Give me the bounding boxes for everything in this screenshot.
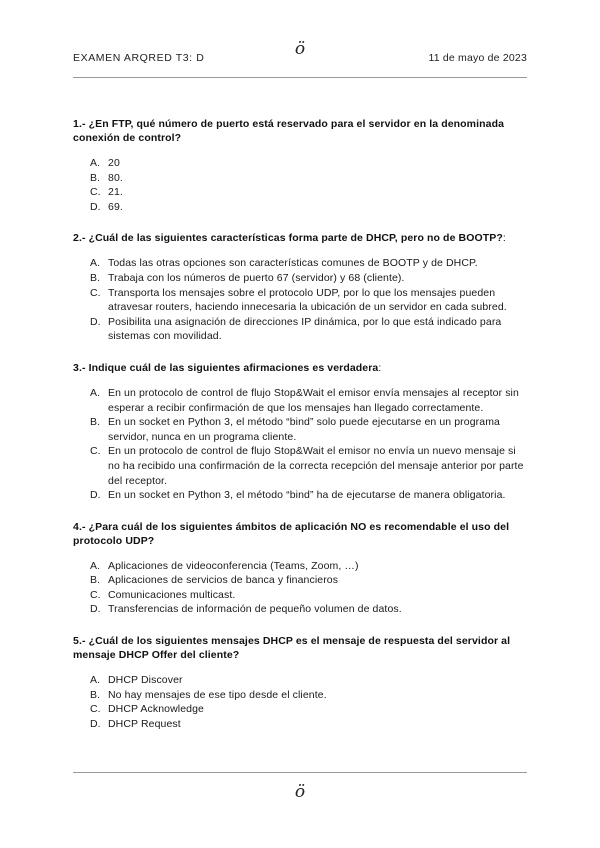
footer-logo: ö	[294, 782, 306, 802]
option-letter: D.	[90, 603, 101, 616]
question-1	[73, 117, 527, 214]
exam-title: EXAMEN ARQRED T3: D	[73, 52, 205, 64]
option-text: Transporta los mensajes sobre el protocolo UDP, por lo que los mensajes pueden atravesar routers, haciendo innecesaria la ubicación de un servidor en cada subred.	[108, 286, 507, 314]
question-1-text	[73, 117, 527, 145]
option-text: Transferencias de información de pequeño volumen de datos.	[108, 603, 402, 616]
option-5a	[73, 673, 527, 688]
question-4-stem: 4.- ¿Para cuál de los siguientes ámbitos de aplicación NO es recomendable el uso del protocolo UDP?	[73, 520, 510, 547]
option-1d	[73, 200, 527, 215]
option-letter: C.	[90, 286, 101, 299]
option-text: No hay mensajes de ese tipo desde el cliente.	[108, 688, 327, 701]
option-3c	[73, 444, 527, 488]
question-3-stem: 3.- Indique cuál de las siguientes afirmaciones es verdadera	[73, 361, 379, 374]
question-list	[73, 117, 527, 748]
question-2-tail: :	[502, 232, 506, 245]
option-text: Trabaja con los números de puerto 67 (servidor) y 68 (cliente).	[108, 271, 405, 284]
question-4-text	[73, 520, 527, 548]
option-text: DHCP Request	[108, 717, 181, 730]
option-text: DHCP Discover	[108, 674, 183, 687]
question-2-stem: 2.- ¿Cuál de las siguientes características forma parte de DHCP, pero no de BOOTP?	[73, 232, 503, 245]
option-letter: A.	[90, 257, 101, 270]
option-1c	[73, 185, 527, 200]
question-3-text	[73, 361, 527, 375]
option-text: 69.	[108, 200, 123, 213]
option-letter: C.	[90, 445, 101, 458]
question-3	[73, 361, 527, 503]
question-3-options	[73, 386, 527, 503]
option-text: En un socket en Python 3, el método “bind” solo puede ejecutarse en un programa servidor, nunca en un programa cliente.	[108, 416, 500, 443]
option-text: En un protocolo de control de flujo Stop&Wait el emisor envía mensajes al receptor sin esperar a recibir confirmación de que los mensajes han llegado correctamente.	[108, 386, 519, 414]
option-text: 80.	[108, 171, 123, 184]
option-letter: C.	[90, 186, 101, 199]
option-letter: A.	[90, 157, 101, 169]
question-2-options	[73, 256, 527, 344]
option-2d	[73, 315, 527, 344]
option-5d	[73, 717, 527, 732]
question-1-options	[73, 156, 527, 214]
option-text: DHCP Acknowledge	[108, 703, 204, 716]
question-3-tail: :	[378, 361, 382, 374]
header-logo: ö	[294, 39, 306, 59]
option-letter: D.	[90, 717, 101, 730]
option-text: En un socket en Python 3, el método “bind” ha de ejecutarse de manera obligatoria.	[108, 489, 506, 502]
option-1b	[73, 171, 527, 186]
option-text: En un protocolo de control de flujo Stop&Wait el emisor no envía un nuevo mensaje si no ha recibido una confirmación de la correcta recepción del mensaje anterior por parte del receptor.	[108, 445, 524, 487]
option-4d	[73, 602, 527, 617]
exam-date: 11 de mayo de 2023	[428, 52, 527, 64]
option-2c	[73, 286, 527, 315]
option-letter: A.	[90, 386, 101, 399]
question-5-text	[73, 634, 527, 662]
question-1-stem: 1.- ¿En FTP, qué número de puerto está reservado para el servidor en la denominada conexión de control?	[73, 118, 505, 144]
header-divider	[73, 77, 527, 78]
option-2a	[73, 256, 527, 271]
option-letter: B.	[90, 416, 101, 429]
option-letter: B.	[90, 688, 101, 701]
option-letter: B.	[90, 171, 101, 184]
option-text: Posibilita una asignación de direcciones IP dinámica, por lo que está indicado para sistemas con movilidad.	[108, 315, 502, 343]
footer-divider	[73, 772, 527, 773]
question-5	[73, 634, 527, 731]
option-letter: B.	[90, 271, 101, 284]
option-letter: A.	[90, 674, 101, 687]
option-text: Comunicaciones multicast.	[108, 588, 236, 601]
option-text: 21.	[108, 186, 123, 199]
option-text: 20	[108, 157, 120, 169]
option-text: Aplicaciones de servicios de banca y financieros	[108, 574, 339, 587]
option-4a	[73, 559, 527, 574]
option-letter: B.	[90, 574, 101, 587]
option-letter: D.	[90, 489, 101, 502]
question-5-options	[73, 673, 527, 731]
question-4-options	[73, 559, 527, 617]
question-2	[73, 231, 527, 344]
option-3b	[73, 415, 527, 444]
option-3d	[73, 488, 527, 503]
question-2-text	[73, 231, 527, 245]
question-5-stem: 5.- ¿Cuál de los siguientes mensajes DHCP es el mensaje de respuesta del servidor al mensaje DHCP Offer del cliente?	[73, 635, 511, 662]
option-3a	[73, 386, 527, 415]
option-letter: D.	[90, 315, 101, 328]
option-letter: A.	[90, 559, 101, 572]
option-1a	[73, 156, 527, 171]
option-5c	[73, 702, 527, 717]
option-5b	[73, 688, 527, 703]
option-letter: C.	[90, 703, 101, 716]
option-letter: D.	[90, 200, 101, 213]
option-text: Todas las otras opciones son características comunes de BOOTP y de DHCP.	[108, 257, 478, 270]
option-4b	[73, 573, 527, 588]
option-2b	[73, 271, 527, 286]
option-4c	[73, 588, 527, 603]
question-4	[73, 520, 527, 617]
option-text: Aplicaciones de videoconferencia (Teams, Zoom, …)	[108, 559, 359, 572]
option-letter: C.	[90, 588, 101, 601]
